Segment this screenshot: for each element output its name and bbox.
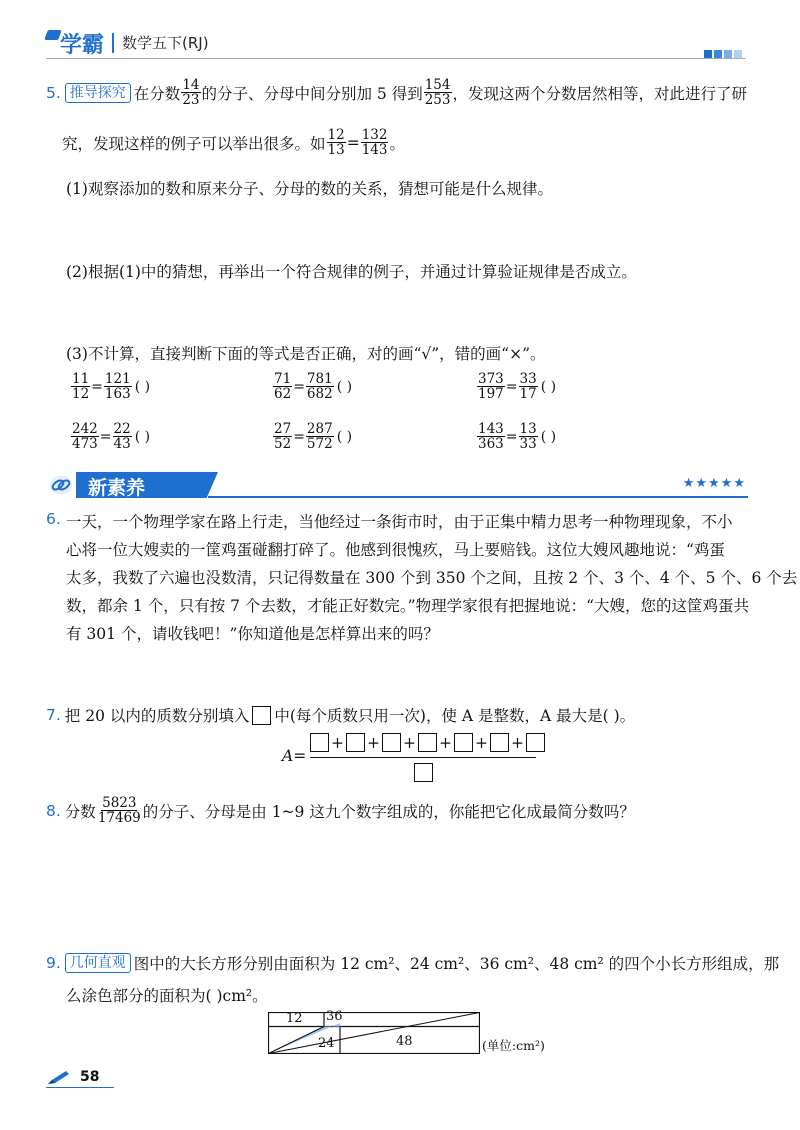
q5-fraction-3: $\frac{12}{13}$ — [327, 127, 345, 159]
pencil-icon — [46, 1070, 70, 1086]
q7-text2: 中(每个质数只用一次)，使 A 是整数，A 最大是( )。 — [274, 707, 636, 725]
prime-box[interactable] — [490, 733, 509, 752]
prime-box[interactable] — [382, 733, 401, 752]
header-title: 数学五下(RJ) — [122, 34, 209, 52]
answer-paren[interactable]: ( ) — [336, 378, 353, 395]
q5-fraction-1: $\frac{14}{23}$ — [182, 77, 200, 109]
q8-fraction: $\frac{5823}{17469}$ — [97, 795, 141, 827]
q9-text1: 图中的大长方形分别由面积为 12 cm²、24 cm²、36 cm²、48 cm² 的四个小长方形组成，那 — [133, 955, 780, 973]
q6-line-3: 太多，我数了六遍也没数清，只记得数量在 300 个到 350 个之间，且按 2 个、3 个、4 个、5 个、6 个去 — [66, 569, 798, 587]
section-title: 新素养 — [88, 477, 146, 499]
prime-box[interactable] — [418, 733, 437, 752]
q7-fraction-bar — [310, 757, 536, 758]
q5-text2: 的分子、分母中间分别加 5 得到 — [201, 84, 423, 103]
q9-tag: 几何直观 — [65, 953, 131, 973]
area-12: 12 — [286, 1011, 303, 1026]
q6-line-4: 数，都余 1 个，只有按 7 个去数，才能正好数完。”物理学家很有把握地说：“大嫂，您的这筐鸡蛋共 — [66, 597, 750, 615]
q5-text4: 究，发现这样的例子可以举出很多。如 — [62, 134, 326, 153]
q8-text2: 的分子、分母是由 1~9 这九个数字组成的，你能把它化成最简分数吗？ — [142, 802, 635, 821]
q8-number: 8. — [46, 801, 61, 820]
page-number: 58 — [80, 1069, 100, 1085]
q5-equation-3: $\frac{373}{197}$ = $\frac{33}{17}$ ( ) — [478, 371, 557, 403]
q8-text1: 分数 — [64, 802, 96, 821]
q7-lhs: A= — [282, 747, 307, 765]
q7-line — [46, 704, 635, 726]
q5-fraction-4: $\frac{132}{143}$ — [361, 127, 388, 159]
answer-paren[interactable]: ( ) — [134, 428, 151, 445]
header-logo: 学霸 — [60, 33, 105, 58]
section-rule — [208, 496, 748, 498]
q9-number: 9. — [46, 954, 61, 972]
q8-line — [46, 796, 635, 825]
q5-part3: (3)不计算，直接判断下面的等式是否正确，对的画“√”，错的画“×”。 — [66, 345, 546, 363]
header-rule — [46, 58, 746, 59]
q7-numerator: + + + + + + — [310, 733, 545, 752]
header — [0, 0, 800, 62]
q7-number: 7. — [46, 706, 61, 724]
area-36: 36 — [326, 1009, 343, 1024]
q7-sample-box — [252, 706, 271, 725]
q9-line2: 么涂色部分的面积为( )cm²。 — [66, 987, 268, 1005]
area-24: 24 — [318, 1036, 335, 1051]
section-banner — [48, 472, 748, 498]
q5-equals: = — [346, 133, 360, 152]
answer-paren[interactable]: ( ) — [134, 378, 151, 395]
prime-box[interactable] — [454, 733, 473, 752]
q5-tag: 推导探究 — [65, 83, 131, 103]
answer-paren[interactable]: ( ) — [540, 428, 557, 445]
q5-part1: (1)观察添加的数和原来分子、分母的数的关系，猜想可能是什么规律。 — [66, 180, 553, 198]
q6-line-1: 一天，一个物理学家在路上行走，当他经过一条街市时，由于正集中精力思考一种物理现象，不小 — [66, 513, 733, 531]
answer-paren[interactable]: ( ) — [336, 428, 353, 445]
q5-part2: (2)根据(1)中的猜想，再举出一个符合规律的例子，并通过计算验证规律是否成立。 — [66, 263, 637, 281]
q5-equation-4: $\frac{242}{473}$ = $\frac{22}{43}$ ( ) — [72, 421, 151, 453]
q7-expression — [282, 733, 542, 785]
footer — [46, 1068, 166, 1090]
header-divider — [112, 33, 114, 53]
header-squares-icon — [704, 44, 742, 62]
q5-text1: 在分数 — [133, 84, 181, 103]
q5-line2 — [62, 128, 405, 157]
prime-box[interactable] — [310, 733, 329, 752]
q6-line-5: 有 301 个，请收钱吧！”你知道他是怎样算出来的吗？ — [66, 625, 439, 643]
footer-rule — [46, 1087, 114, 1088]
q6-number: 6. — [46, 510, 61, 528]
prime-box[interactable] — [346, 733, 365, 752]
q5-line1 — [46, 78, 747, 107]
q9-line1 — [46, 952, 779, 974]
q5-text5: 。 — [389, 134, 405, 153]
answer-paren[interactable]: ( ) — [540, 378, 557, 395]
q5-text3: ，发现这两个分数居然相等，对此进行了研 — [452, 84, 748, 103]
prime-box-denominator[interactable] — [414, 763, 433, 782]
q5-fraction-2: $\frac{154}{253}$ — [424, 77, 451, 109]
q6-line-2: 心将一位大嫂卖的一筐鸡蛋碰翻打碎了。他感到很愧疚，马上要赔钱。这位大嫂风趣地说：“鸡蛋 — [66, 541, 725, 559]
q7-text1: 把 20 以内的质数分别填入 — [64, 707, 250, 725]
difficulty-stars: ★★★★★ — [682, 476, 746, 491]
area-48: 48 — [396, 1034, 413, 1049]
q5-equation-5: $\frac{27}{52}$ = $\frac{287}{572}$ ( ) — [274, 421, 353, 453]
unit-label: (单位:cm²) — [482, 1038, 545, 1053]
q5-number: 5. — [46, 83, 61, 102]
q9-figure — [268, 1009, 568, 1058]
prime-box[interactable] — [526, 733, 545, 752]
q5-equation-2: $\frac{71}{62}$ = $\frac{781}{682}$ ( ) — [274, 371, 353, 403]
q5-equation-1: $\frac{11}{12}$ = $\frac{121}{163}$ ( ) — [72, 371, 151, 403]
q5-equation-6: $\frac{143}{363}$ = $\frac{13}{33}$ ( ) — [478, 421, 557, 453]
link-icon — [50, 476, 72, 494]
